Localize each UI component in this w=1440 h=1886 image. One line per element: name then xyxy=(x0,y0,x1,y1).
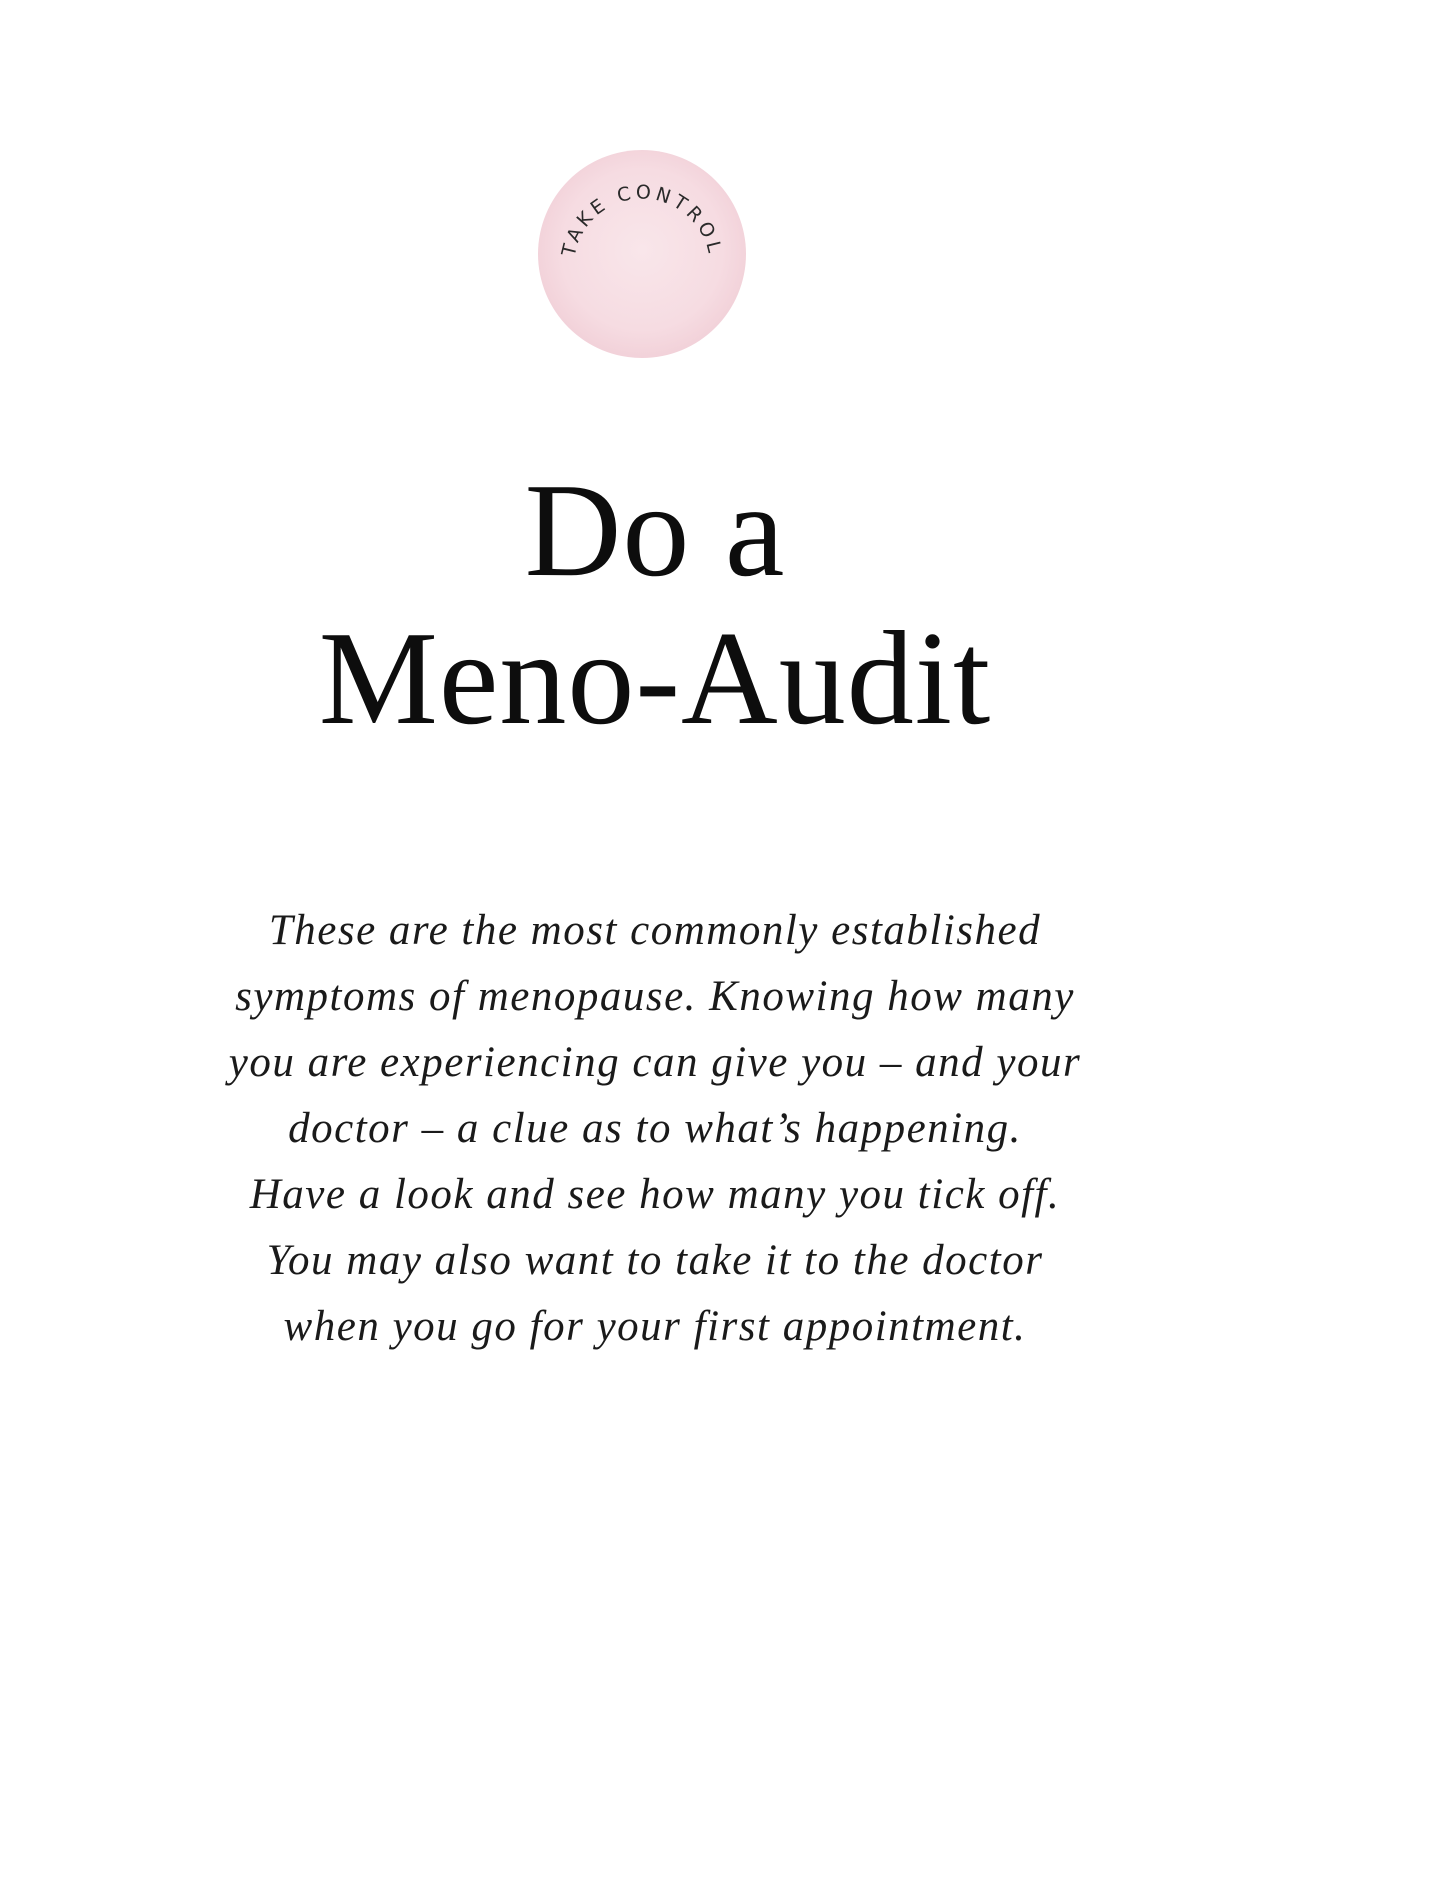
intro-line: you are experiencing can give you – and your xyxy=(228,1039,1082,1086)
badge-graphic xyxy=(536,148,748,360)
intro-line: Have a look and see how many you tick off. xyxy=(249,1171,1061,1218)
take-control-badge xyxy=(536,148,748,360)
badge-label: TAKE CONTROL xyxy=(557,181,727,259)
title-line-1: Do a xyxy=(524,456,786,604)
intro-paragraph xyxy=(160,898,1150,1360)
intro-line: doctor – a clue as to what’s happening. xyxy=(288,1105,1022,1152)
intro-line: You may also want to take it to the doctor xyxy=(266,1237,1044,1284)
intro-line: These are the most commonly established xyxy=(268,907,1042,954)
page-title xyxy=(0,456,1310,752)
intro-line: symptoms of menopause. Knowing how many xyxy=(235,973,1075,1020)
title-line-2: Meno-Audit xyxy=(318,604,992,752)
intro-line: when you go for your first appointment. xyxy=(283,1303,1027,1350)
